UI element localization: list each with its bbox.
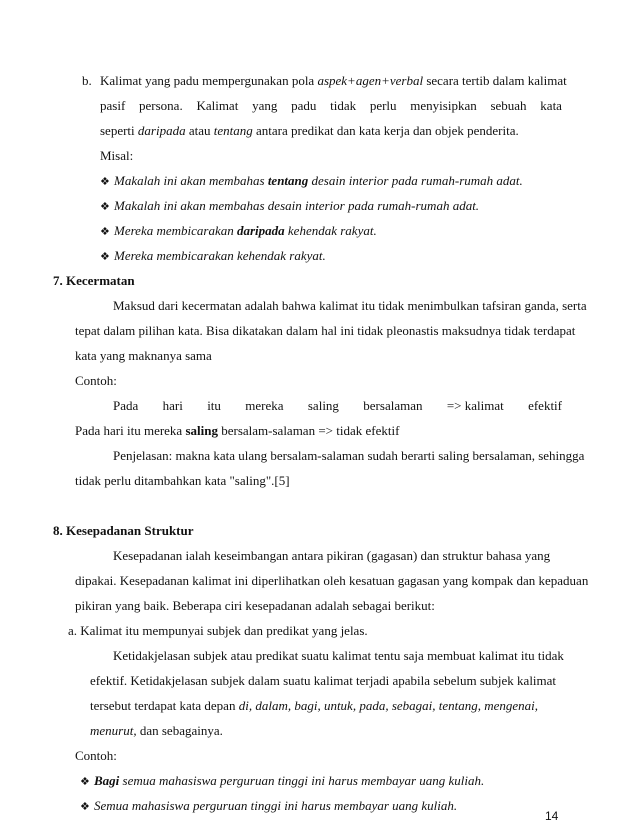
word: yang xyxy=(252,98,278,113)
item-b-marker: b. xyxy=(82,73,92,88)
text-run: desain interior pada rumah-rumah adat. xyxy=(308,173,523,188)
item-b-line3 xyxy=(100,123,519,139)
bold-word: saling xyxy=(185,423,218,438)
section-8-para-line: dipakai. Kesepadanan kalimat ini diperlihatkan oleh kesatuan gagasan yang kompak dan kepaduan xyxy=(75,573,589,588)
bold-word: daripada xyxy=(236,223,285,238)
misal-label: Misal: xyxy=(100,148,134,163)
section-8-para-line: Kesepadanan ialah keseimbangan antara pikiran (gagasan) dan struktur bahasa yang xyxy=(113,548,551,563)
word: itu xyxy=(207,398,221,413)
diamond-bullet-icon: ❖ xyxy=(100,226,110,238)
word: sebuah xyxy=(490,98,527,113)
example-line xyxy=(75,423,399,439)
italic-run: di, dalam, bagi, untuk, pada, sebagai, tentang, mengenai, xyxy=(238,698,539,713)
text-run: kehendak rakyat. xyxy=(284,223,377,238)
word: tidak xyxy=(330,98,357,113)
diamond-bullet-icon: ❖ xyxy=(100,251,110,263)
text-run: Mereka membicarakan xyxy=(114,223,237,238)
text-run: Pada hari itu mereka xyxy=(75,423,186,438)
list-item xyxy=(80,798,457,815)
section-7-para-line: Maksud dari kecermatan adalah bahwa kalimat itu tidak menimbulkan tafsiran ganda, serta xyxy=(113,298,587,313)
contoh-label: Contoh: xyxy=(75,748,117,763)
word: menyisipkan xyxy=(410,98,477,113)
bold-word: Bagi xyxy=(94,773,120,788)
text-run: Mereka membicarakan kehendak rakyat. xyxy=(114,248,326,263)
word: hari xyxy=(162,398,183,413)
text-run: semua mahasiswa perguruan tinggi ini harus membayar uang kuliah. xyxy=(119,773,485,788)
text-run: Kalimat yang padu mempergunakan pola xyxy=(100,73,318,88)
word: pasif xyxy=(100,98,126,113)
item-b-line1 xyxy=(100,73,567,89)
italic-run: menurut, xyxy=(90,723,137,738)
word: mereka xyxy=(245,398,284,413)
contoh-label: Contoh: xyxy=(75,373,117,388)
word: Pada xyxy=(113,398,139,413)
italic-word: daripada xyxy=(137,123,186,138)
word: padu xyxy=(291,98,317,113)
text-run: atau xyxy=(185,123,214,138)
page-number: 14 xyxy=(545,809,559,823)
word: saling xyxy=(307,398,339,413)
item-a-para-line: efektif. Ketidakjelasan subjek dalam suatu kalimat terjadi apabila sebelum subjek kalimat xyxy=(90,673,557,688)
word: efektif xyxy=(528,398,562,413)
example-line xyxy=(113,398,562,414)
italic-word: tentang xyxy=(213,123,253,138)
word: perlu xyxy=(369,98,397,113)
item-a-para-line xyxy=(90,723,223,739)
item-b-line2 xyxy=(100,98,562,114)
section-7-para-line: tepat dalam pilihan kata. Bisa dikatakan dalam hal ini tidak pleonastis maksudnya tidak terdapat xyxy=(75,323,576,338)
text-run: secara tertib dalam kalimat xyxy=(423,73,567,88)
item-a-para-line: Ketidakjelasan subjek atau predikat suatu kalimat tentu saja membuat kalimat itu tidak xyxy=(113,648,564,663)
text-run: Semua mahasiswa perguruan tinggi ini harus membayar uang kuliah. xyxy=(94,798,458,813)
item-a-para-line xyxy=(90,698,538,714)
explanation-line: tidak perlu ditambahkan kata "saling".[5] xyxy=(75,473,290,488)
explanation-line: Penjelasan: makna kata ulang bersalam-salaman sudah berarti saling bersalaman, sehingga xyxy=(113,448,585,463)
list-item xyxy=(100,248,326,265)
word: Kalimat xyxy=(196,98,239,113)
item-a: a. Kalimat itu mempunyai subjek dan predikat yang jelas. xyxy=(68,623,368,638)
list-item xyxy=(80,773,484,790)
list-item xyxy=(100,223,377,240)
text-run: dan sebagainya. xyxy=(136,723,223,738)
section-8-heading: 8. Kesepadanan Struktur xyxy=(53,523,194,538)
text-run: Makalah ini akan membahas desain interior pada rumah-rumah adat. xyxy=(114,198,480,213)
section-8-para-line: pikiran yang baik. Beberapa ciri kesepadanan adalah sebagai berikut: xyxy=(75,598,435,613)
diamond-bullet-icon: ❖ xyxy=(100,201,110,213)
text-run: seperti xyxy=(100,123,138,138)
diamond-bullet-icon: ❖ xyxy=(100,176,110,188)
word: persona. xyxy=(139,98,183,113)
list-item xyxy=(100,198,479,215)
section-7-heading: 7. Kecermatan xyxy=(53,273,135,288)
text-run: antara predikat dan kata kerja dan objek penderita. xyxy=(252,123,519,138)
word: => kalimat xyxy=(446,398,504,413)
text-run: Makalah ini akan membahas xyxy=(114,173,268,188)
diamond-bullet-icon: ❖ xyxy=(80,801,90,813)
word: kata xyxy=(540,98,562,113)
word: bersalaman xyxy=(363,398,423,413)
diamond-bullet-icon: ❖ xyxy=(80,776,90,788)
text-run: tersebut terdapat kata depan xyxy=(90,698,239,713)
text-run: bersalam-salaman => tidak efektif xyxy=(217,423,400,438)
formula-text: aspek+agen+verbal xyxy=(317,73,424,88)
section-7-para-line: kata yang maknanya sama xyxy=(75,348,212,363)
bold-word: tentang xyxy=(267,173,309,188)
list-item xyxy=(100,173,523,190)
